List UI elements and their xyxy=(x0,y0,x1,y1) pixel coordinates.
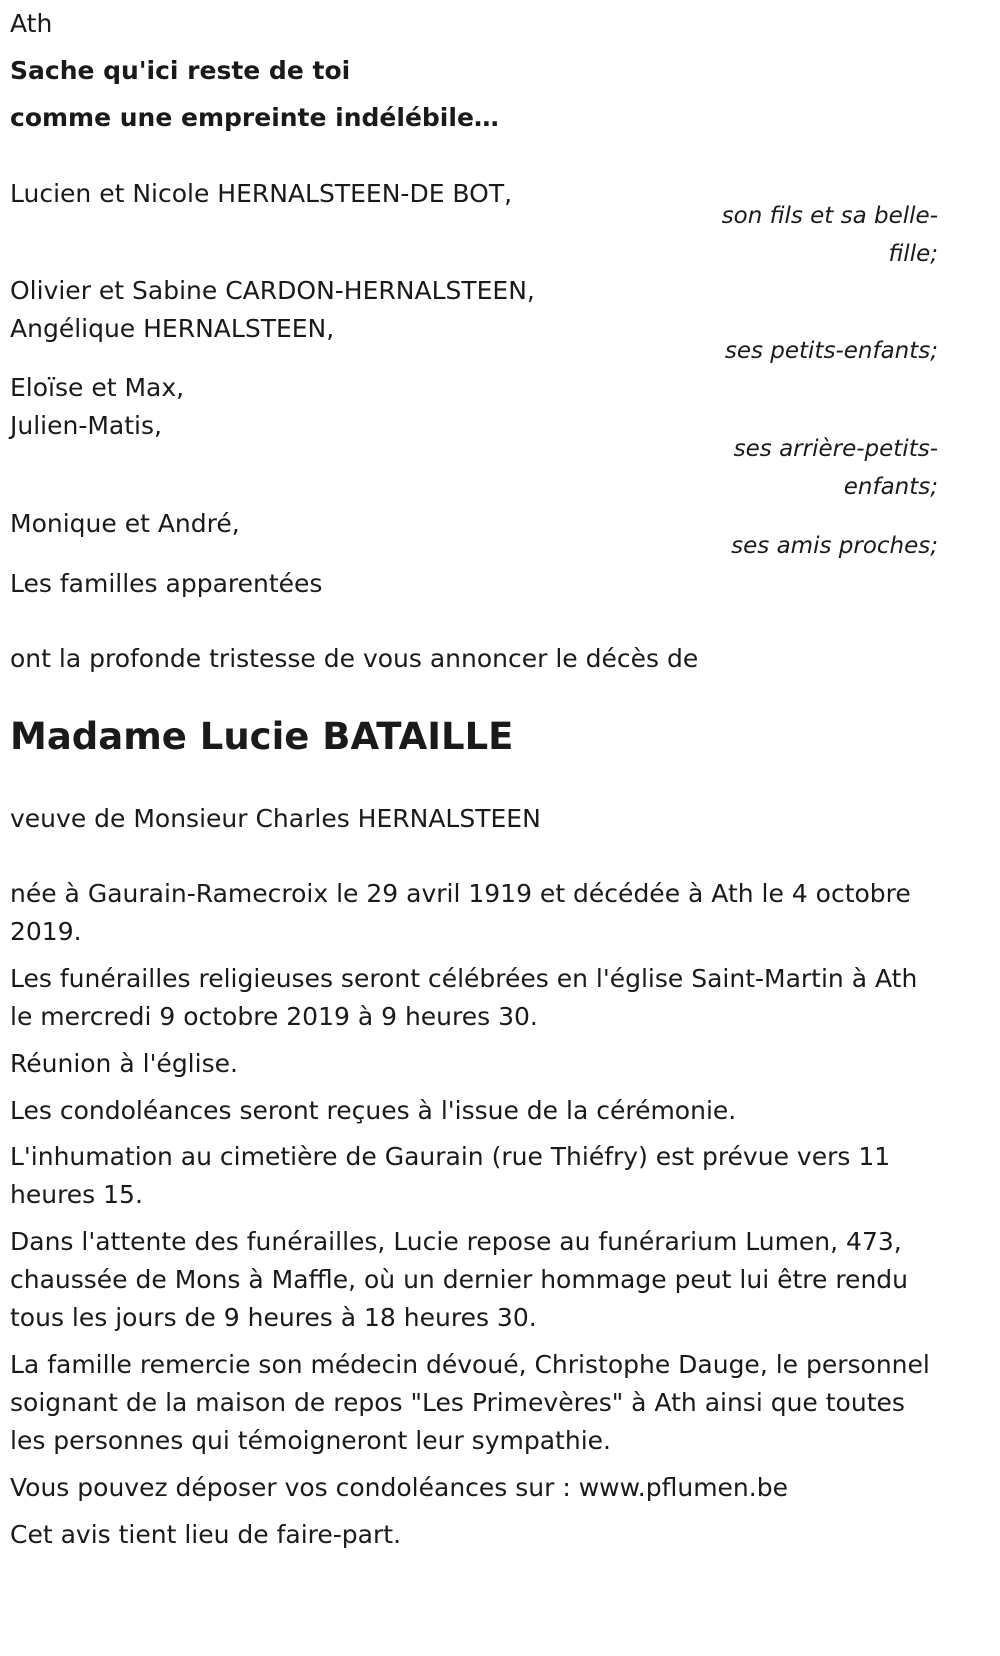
thanks-paragraph: La famille remercie son médecin dévoué, Christophe Dauge, le personnel soignant de la maison de repos "Les Primevères" à Ath ainsi que toutes les personnes qui témoigneront leur sympathie. xyxy=(10,1350,930,1455)
family-name: Julien-Matis, xyxy=(10,411,162,440)
family-name: Eloïse et Max, xyxy=(10,373,185,402)
birth-death-paragraph: née à Gaurain-Ramecroix le 29 avril 1919 et décédée à Ath le 4 octobre 2019. xyxy=(10,879,911,946)
burial-paragraph: L'inhumation au cimetière de Gaurain (rue Thiéfry) est prévue vers 11 heures 15. xyxy=(10,1142,891,1209)
funeral-paragraph: Les funérailles religieuses seront célébrées en l'église Saint-Martin à Ath le mercredi 9 octobre 2019 à 9 heures 30. xyxy=(10,964,918,1031)
verse-line-1: Sache qu'ici reste de toi xyxy=(10,56,351,85)
announcement-text: ont la profonde tristesse de vous annoncer le décès de xyxy=(10,644,699,673)
family-name: Les familles apparentées xyxy=(10,569,323,598)
notice-paragraph: Cet avis tient lieu de faire-part. xyxy=(10,1520,402,1549)
family-name: Olivier et Sabine CARDON-HERNALSTEEN, xyxy=(10,276,535,305)
deceased-name: Madame Lucie BATAILLE xyxy=(10,715,514,758)
meeting-paragraph: Réunion à l'église. xyxy=(10,1049,238,1078)
family-name: Monique et André, xyxy=(10,509,240,538)
widow-of-text: veuve de Monsieur Charles HERNALSTEEN xyxy=(10,804,541,833)
family-relation: ses petits-enfants; xyxy=(724,338,938,364)
funerarium-paragraph: Dans l'attente des funérailles, Lucie repose au funérarium Lumen, 473, chaussée de Mons à Maffle, où un dernier hommage peut lui être rendu tous les jours de 9 heures à 18 heures 30. xyxy=(10,1227,908,1332)
family-relation: ses amis proches; xyxy=(731,533,938,559)
verse-line-2: comme une empreinte indélébile… xyxy=(10,103,499,132)
condolences-paragraph: Les condoléances seront reçues à l'issue de la cérémonie. xyxy=(10,1096,737,1125)
family-relation: ses arrière-petits-enfants; xyxy=(733,436,938,500)
family-relation: son fils et sa belle-fille; xyxy=(721,203,938,267)
family-name: Angélique HERNALSTEEN, xyxy=(10,314,335,343)
family-name: Lucien et Nicole HERNALSTEEN-DE BOT, xyxy=(10,179,513,208)
online-condolences-paragraph: Vous pouvez déposer vos condoléances sur : www.pflumen.be xyxy=(10,1473,788,1502)
place-label: Ath xyxy=(10,9,53,38)
